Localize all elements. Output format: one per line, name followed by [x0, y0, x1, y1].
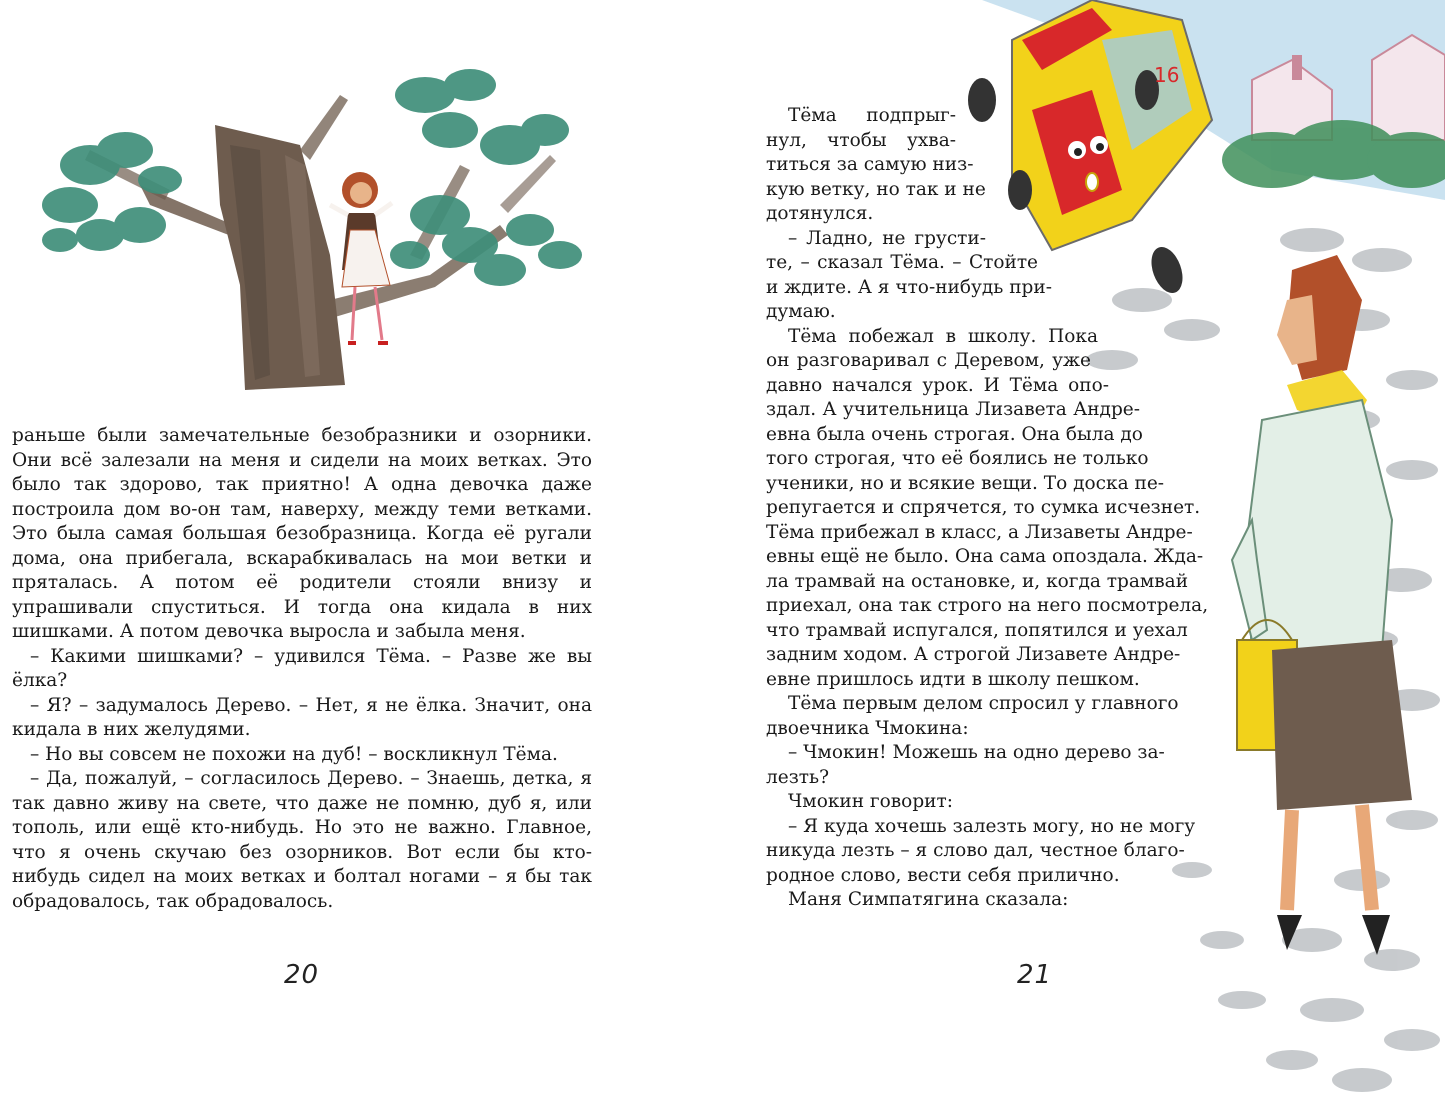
text-line: Чмокин говорит:	[788, 791, 953, 812]
svg-text:16: 16	[1154, 63, 1180, 87]
teacher-figure	[1232, 255, 1412, 955]
text-line: кую ветку, но так и не	[766, 178, 986, 200]
page-number: 20	[284, 960, 320, 990]
paragraph: – Какими шишками? – удивился Тёма. – Разве же вы ёлка?	[12, 645, 592, 691]
text-line: – Я куда хочешь залезть могу, но не могу	[788, 815, 1196, 837]
text-line: – Чмокин! Можешь на одно дерево за-	[788, 742, 1165, 763]
text-line: Тёма прибежал в класс, а Лизаветы Андре-	[766, 521, 1193, 543]
page-number: 21	[1017, 960, 1053, 990]
paragraph: – Но вы совсем не похожи на дуб! – воскликнул Тёма.	[30, 743, 558, 765]
text-line: евне пришлось идти в школу пешком.	[766, 668, 1140, 690]
text-line: что трамвай испугался, попятился и уехал	[766, 619, 1188, 641]
text-line: Тёма подпрыг-	[788, 105, 956, 126]
text-line: Тёма первым делом спросил у главного	[788, 693, 1179, 714]
right-page	[722, 0, 1445, 1109]
text-line: и ждите. А я что-нибудь при-	[766, 276, 1052, 298]
left-page-text	[12, 424, 592, 914]
text-line: задним ходом. А строгой Лизавете Андре-	[766, 644, 1181, 665]
tree-girl-illustration	[30, 55, 590, 395]
text-line: Тёма побежал в школу. Пока	[788, 325, 1098, 347]
text-line: здал. А учительница Лизавета Андре-	[766, 399, 1140, 420]
text-line: того строгая, что её боялись не только	[766, 448, 1149, 469]
text-line: лезть?	[766, 766, 830, 788]
text-line: те, – сказал Тёма. – Стойте	[766, 252, 1038, 273]
paragraph: – Я? – задумалось Дерево. – Нет, я не ёлка. Значит, она кидала в них желудями.	[12, 694, 592, 740]
girl-figure	[330, 172, 392, 343]
text-line: евна была очень строгая. Она была до	[766, 423, 1143, 445]
text-line: ла трамвай на остановке, и, когда трамвай	[766, 570, 1189, 592]
text-line: давно начался урок. И Тёма опо-	[766, 374, 1109, 396]
text-line: титься за самую низ-	[766, 154, 974, 175]
text-line: двоечника Чмокина:	[766, 717, 969, 739]
text-line: никуда лезть – я слово дал, честное благо-	[766, 840, 1185, 861]
right-page-text	[766, 104, 1209, 913]
text-line: ученики, но и всякие вещи. То доска пе-	[766, 472, 1165, 494]
text-line: родное слово, вести себя прилично.	[766, 864, 1120, 886]
text-line: нул, чтобы ухва-	[766, 129, 956, 151]
text-line: приехал, она так строго на него посмотрела,	[766, 595, 1209, 616]
text-line: думаю.	[766, 301, 836, 322]
paragraph: – Да, пожалуй, – согласилось Дерево. – Знаешь, детка, я так давно живу на свете, что даже не помню, дуб я, или тополь, или ещё кто-нибудь. Но это не важно. Главное, что я очень скучаю без озорников. Вот если бы кто-нибудь сидел на моих ветках и болтал ногами – я бы так обрадовалось, так обрадовалось.	[12, 768, 592, 912]
text-line: – Ладно, не грусти-	[788, 227, 986, 249]
left-page	[0, 0, 722, 1109]
text-line: репугается и спрячется, то сумка исчезнет.	[766, 497, 1201, 518]
text-line: евны ещё не было. Она сама опоздала. Жда-	[766, 546, 1204, 567]
text-line: он разговаривал с Деревом, уже	[766, 350, 1091, 371]
text-line: Маня Симпатягина сказала:	[788, 889, 1069, 910]
paragraph: раньше были замечательные безобразники и озорники. Они всё залезали на меня и сидели на моих ветках. Это было так здорово, так приятно! А одна девочка даже построила дом во-он там, наверху, между теми ветками. Это была самая большая безобразница. Когда её ругали дома, она прибегала, вскарабкивалась на мои ветки и пряталась. А потом её родители стояли внизу и упрашивали спуститься. И тогда она кидала в них шишками. А потом девочка выросла и забыла меня.	[12, 425, 592, 642]
text-line: дотянулся.	[766, 203, 874, 224]
